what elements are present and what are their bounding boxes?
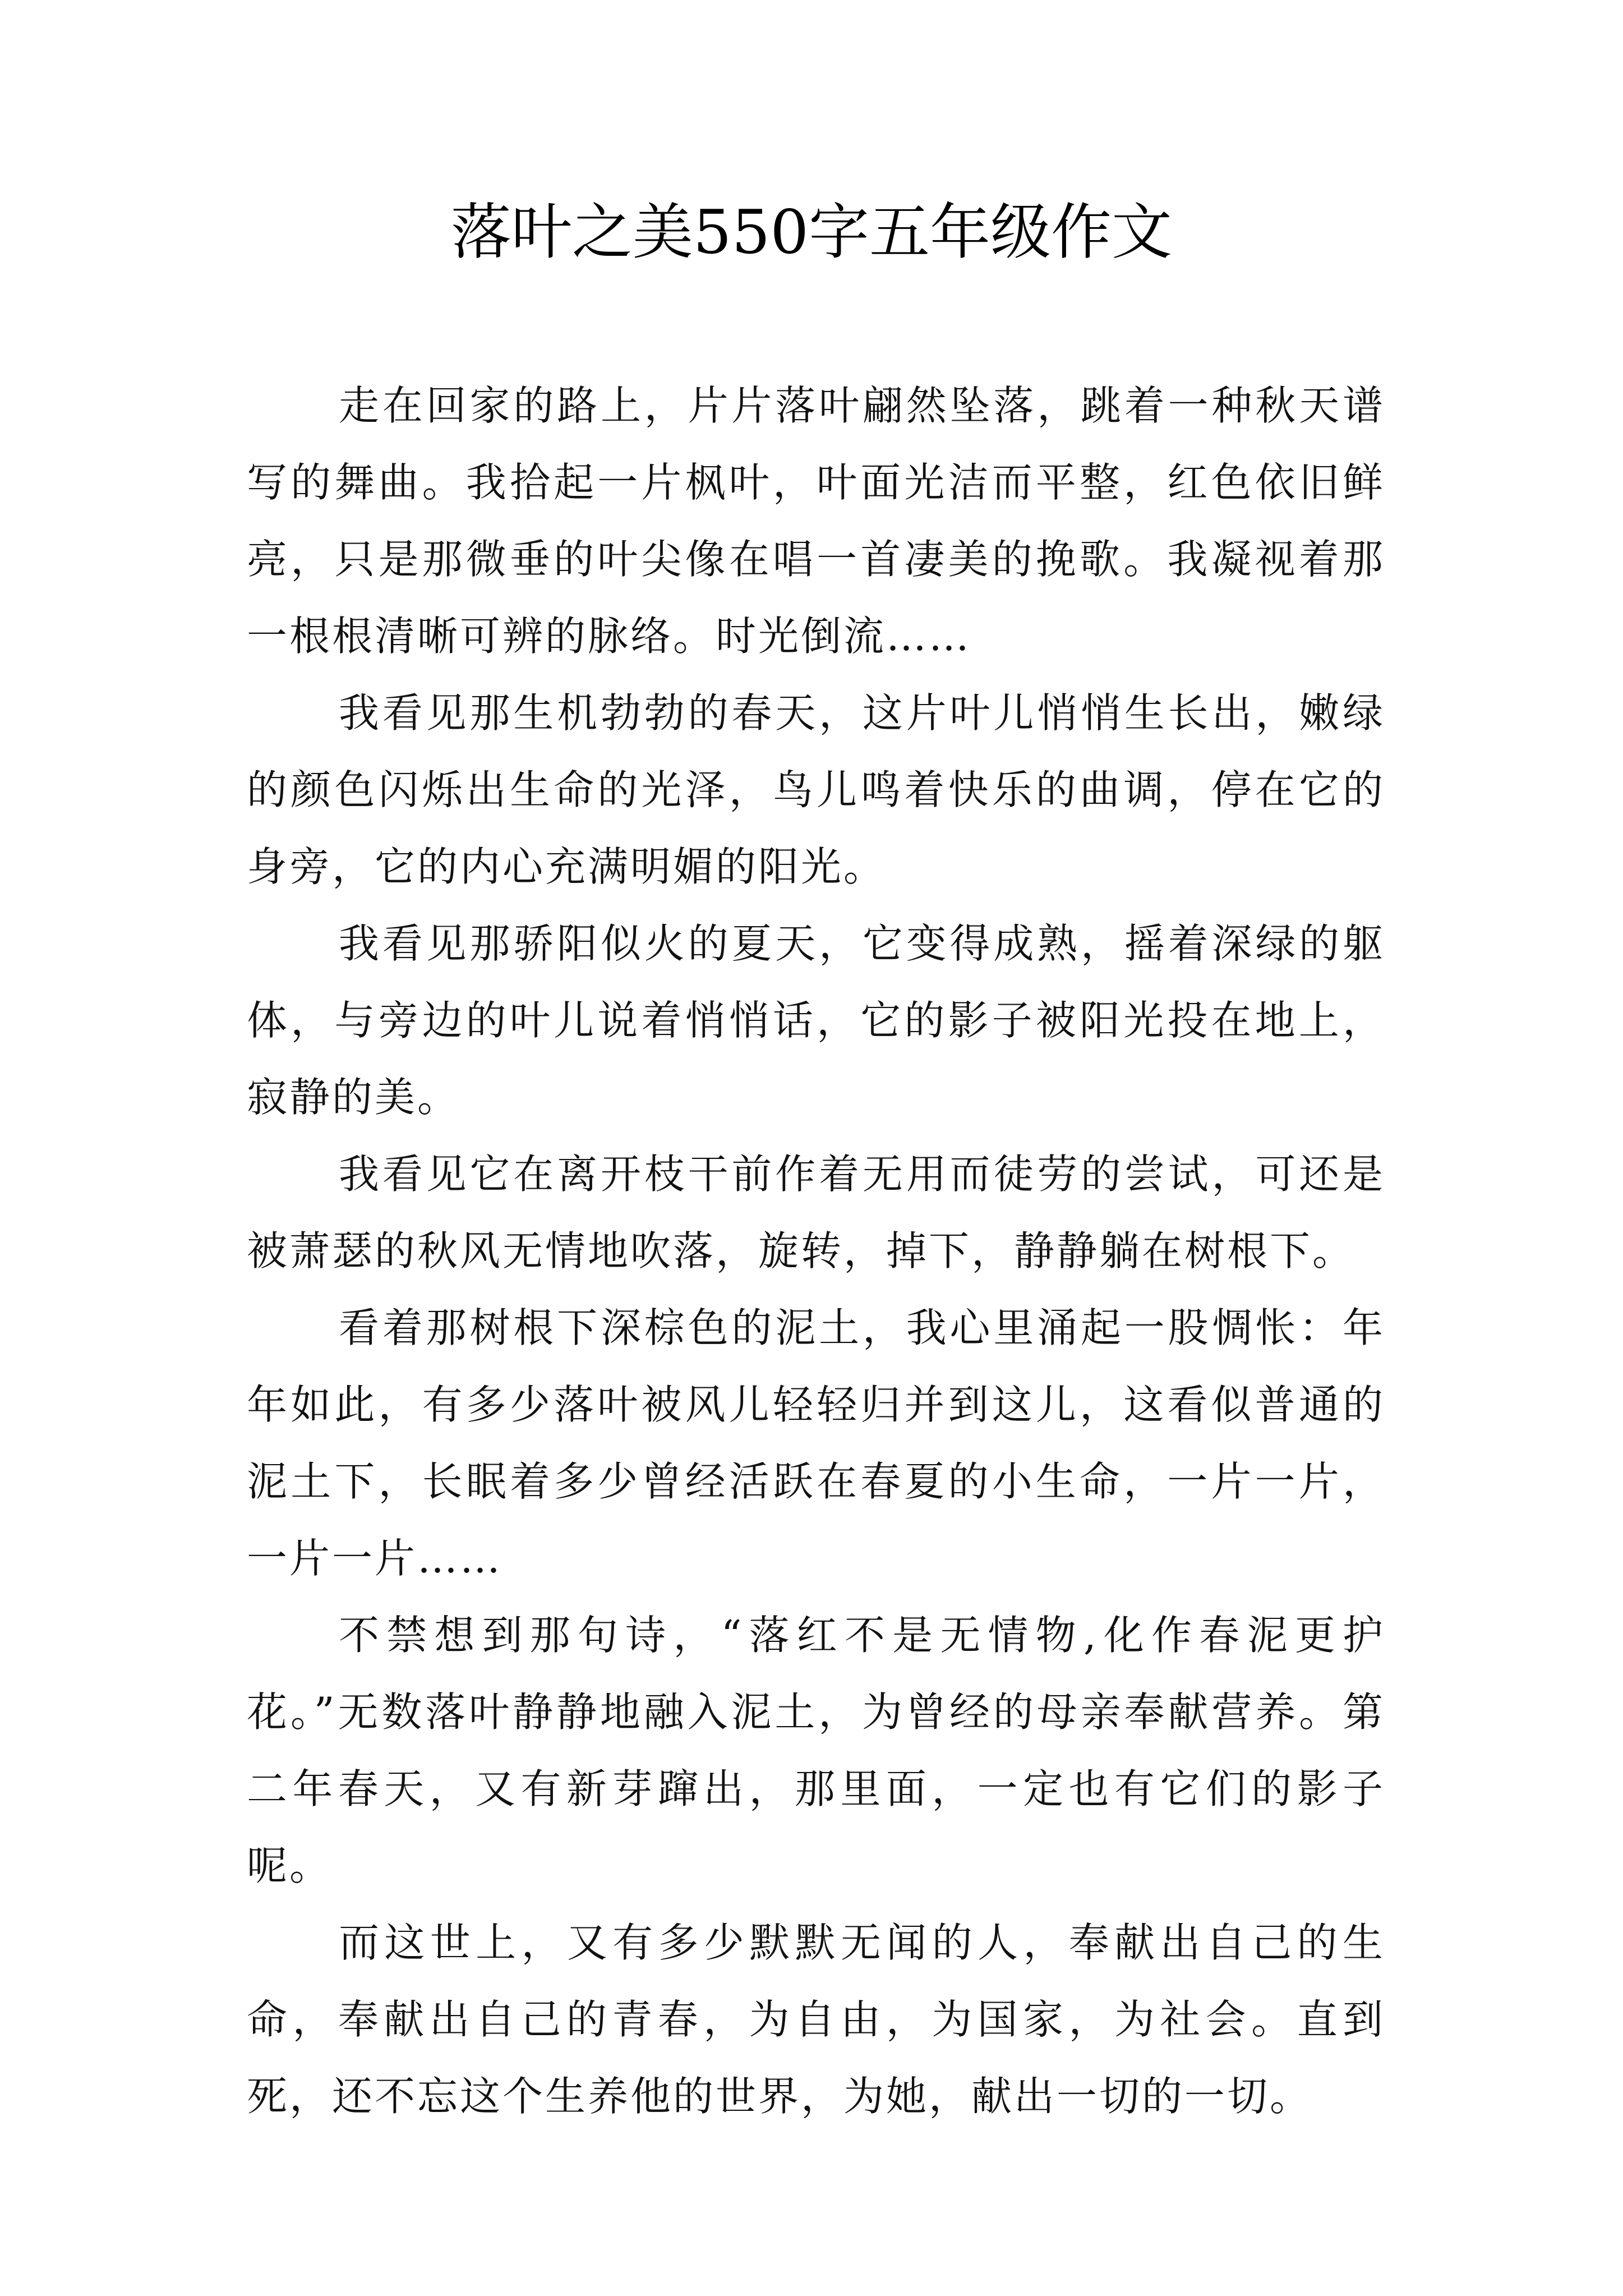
document-body bbox=[247, 367, 1385, 2135]
paragraph: 看着那树根下深棕色的泥土，我心里涌起一股惆怅：年年如此，有多少落叶被风儿轻轻归并到这儿，这看似普通的泥土下，长眠着多少曾经活跃在春夏的小生命，一片一片，一片一片…… bbox=[247, 1304, 1385, 1582]
paragraph: 走在回家的路上，片片落叶翩然坠落，跳着一种秋天谱写的舞曲。我拾起一片枫叶，叶面光洁而平整，红色依旧鲜亮，只是那微垂的叶尖像在唱一首凄美的挽歌。我凝视着那一根根清晰可辨的脉络。时光倒流…… bbox=[247, 382, 1385, 660]
paragraph: 我看见那生机勃勃的春天，这片叶儿悄悄生长出，嫩绿的颜色闪烁出生命的光泽，鸟儿鸣着快乐的曲调，停在它的身旁，它的内心充满明媚的阳光。 bbox=[247, 689, 1385, 890]
paragraph: 我看见那骄阳似火的夏天，它变得成熟，摇着深绿的躯体，与旁边的叶儿说着悄悄话，它的影子被阳光投在地上，寂静的美。 bbox=[247, 920, 1385, 1121]
paragraph: 我看见它在离开枝干前作着无用而徒劳的尝试，可还是被萧瑟的秋风无情地吹落，旋转，掉下，静静躺在树根下。 bbox=[247, 1151, 1385, 1274]
paragraph: 不禁想到那句诗，“落红不是无情物,化作春泥更护花。”无数落叶静静地融入泥土，为曾经的母亲奉献营养。第二年春天，又有新芽蹿出，那里面，一定也有它们的影子呢。 bbox=[247, 1612, 1385, 1889]
paragraph: 而这世上，又有多少默默无闻的人，奉献出自己的生命，奉献出自己的青春，为自由，为国家，为社会。直到死，还不忘这个生养他的世界，为她，献出一切的一切。 bbox=[247, 1919, 1385, 2120]
document-title: 落叶之美550字五年级作文 bbox=[450, 197, 1173, 268]
